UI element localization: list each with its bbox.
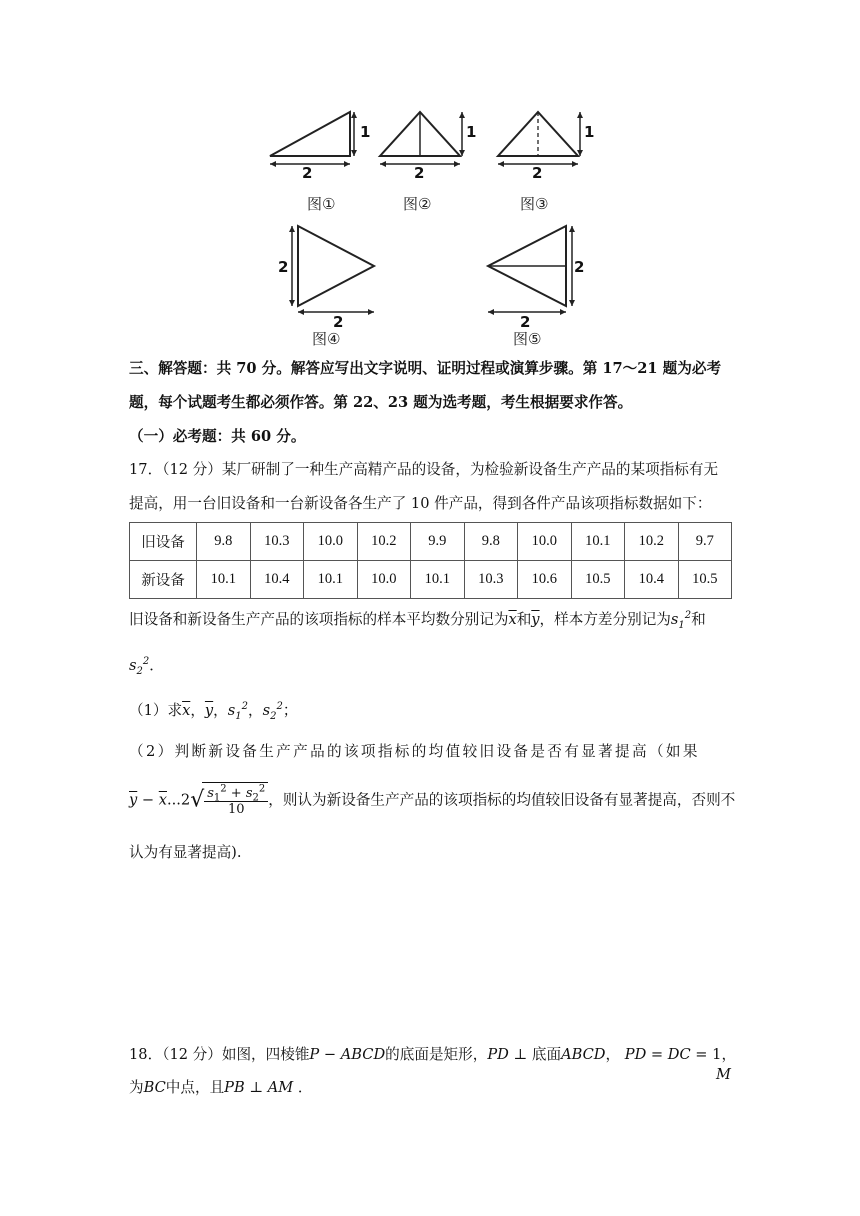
table-row [130, 523, 732, 561]
figure-5-width: 2 [520, 313, 531, 331]
q17-line1: 17．（12 分）某厂研制了一种生产高精产品的设备，为检验新设备生产产品的某项指标有无 [129, 461, 719, 478]
table-cell: 10.0 [357, 561, 411, 599]
data-table [129, 522, 732, 599]
figure-5-height: 2 [574, 258, 585, 276]
q17-part1: （1）求$\overline{x}$，$\overline{y}$，$s_1^2$，$s_2^2$； [129, 701, 298, 722]
figure-3-label: 图③ [520, 195, 549, 213]
table-cell: 10.4 [625, 561, 679, 599]
q18-line2: 为BC中点，且PB ⊥ AM ． [129, 1079, 313, 1096]
table-cell: 10.2 [357, 523, 411, 561]
table-cell: 9.7 [678, 523, 732, 561]
figure-4 [276, 220, 386, 331]
q17-s2-line: $s_2^2$． [129, 656, 164, 677]
figure-5 [482, 220, 592, 331]
figure-2-label: 图② [403, 195, 432, 213]
x-bar-symbol: $\overline{x}$ [508, 611, 517, 628]
figure-3-width: 2 [532, 164, 543, 182]
sqrt-sign: √ [190, 787, 205, 813]
table-cell: 9.9 [411, 523, 465, 561]
table-cell: 10.5 [571, 561, 625, 599]
figure-4-height: 2 [278, 258, 289, 276]
figure-2-height: 1 [466, 123, 477, 141]
table-cell: 10.1 [197, 561, 251, 599]
row-header: 新设备 [130, 561, 197, 599]
table-cell: 10.1 [411, 561, 465, 599]
figure-5-label: 图⑤ [513, 330, 542, 348]
q17-definitions-line: 旧设备和新设备生产产品的该项指标的样本平均数分别记为$\overline{x}$和$\overline{y}$，样本方差分别记为$s_1^2$和 [129, 610, 706, 631]
q17-part2-line3: 认为有显著提高). [129, 844, 242, 861]
figure-3-height: 1 [584, 123, 595, 141]
table-cell: 10.6 [518, 561, 572, 599]
figure-3 [492, 106, 602, 182]
variance-formula: $\frac{s_1^2 + s_2^2}{10}$ [202, 782, 268, 819]
figure-1-label: 图① [307, 195, 336, 213]
section-subheading: （一）必考题：共 60 分。 [129, 428, 306, 445]
table-cell: 10.0 [518, 523, 572, 561]
s1-squared-symbol: $s_1^2$ [670, 610, 692, 631]
table-cell: 10.1 [304, 561, 358, 599]
figure-2-width: 2 [414, 164, 425, 182]
table-cell: 10.0 [304, 523, 358, 561]
section-heading-line1: 三、解答题：共 70 分。解答应写出文字说明、证明过程或演算步骤。第 17～21 题为必考 [129, 360, 722, 377]
figure-1-width: 2 [302, 164, 313, 182]
table-cell: 10.4 [250, 561, 304, 599]
table-cell: 9.8 [197, 523, 251, 561]
table-cell: 10.3 [250, 523, 304, 561]
table-row [130, 561, 732, 599]
q17-line2: 提高，用一台旧设备和一台新设备各生产了 10 件产品，得到各件产品该项指标数据如下： [129, 495, 712, 512]
table-cell: 10.3 [464, 561, 518, 599]
q17-part2-line2: $\overline{y} - \overline{x}...2√$ $\frac{s_1^2 + s_2^2}{10}$ ，则认为新设备生产产品的该项指标的均值较旧设备有显著提高，否则不 [129, 782, 731, 819]
q18-line1: 18．（12 分）如图，四棱锥P − ABCD的底面是矩形，PD ⊥ 底面ABCD， PD = DC = 1， M [129, 1046, 737, 1083]
table-cell: 10.2 [625, 523, 679, 561]
q17-part2-line1: （2）判断新设备生产产品的该项指标的均值较旧设备是否有显著提高（如果 [129, 743, 700, 760]
table-cell: 10.1 [571, 523, 625, 561]
row-header: 旧设备 [130, 523, 197, 561]
table-cell: 10.5 [678, 561, 732, 599]
y-bar-symbol: $\overline{y}$ [531, 611, 540, 628]
table-cell: 9.8 [464, 523, 518, 561]
figure-4-width: 2 [333, 313, 344, 331]
figure-1 [262, 106, 372, 182]
figure-1-height: 1 [360, 123, 371, 141]
figure-2 [374, 106, 484, 182]
section-heading-line2: 题，每个试题考生都必须作答。第 22、23 题为选考题，考生根据要求作答。 [129, 394, 633, 411]
figure-4-label: 图④ [312, 330, 341, 348]
